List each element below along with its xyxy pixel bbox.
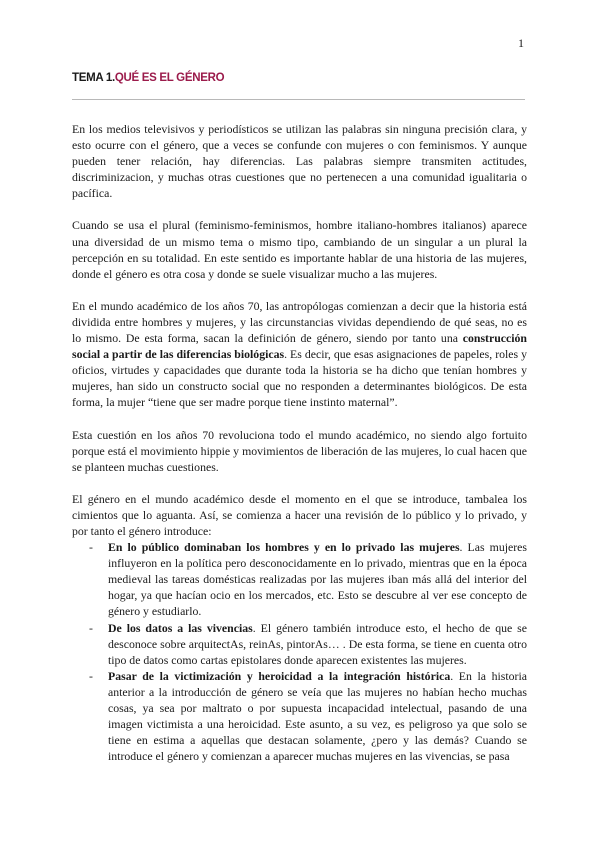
list-item-text: . El género también introduce esto, el hecho de que se desconoce sobre arquitectAs, reinAs, pintorAs… . De esta forma, se tiene en cuenta otro tipo de datos como cartas epistolares donde aparecen existentes las mujeres. xyxy=(108,620,528,667)
list-item-text: . En la historia anterior a la introducción de género se veía que las mujeres no habían hecho muchas cosas, ya sea por maltrato o por supuesta incapacidad intelectual, pasando de una imagen victimista a una heroicidad. Este asunto, a su vez, es peligroso ya que solo se tiene en estima a aquellas que destacan solamente, ¿pero y las demás? Cuando se introduce el género y comienzan a aparecer muchas mujeres en las vivencias, se pasa xyxy=(108,668,527,764)
list-item-heading: En lo público dominaban los hombres y en lo privado las mujeres xyxy=(108,540,460,555)
paragraph-2: Cuando se usa el plural (feminismo-feminismos, hombre italiano-hombres italianos) aparece una diversidad de un mismo tema o mismo tipo, cambiando de un singular a un plural la percepción en su totalidad. En este sentido es importante hablar de una historia de las mujeres, donde el género es otra cosa y donde se suele visualizar mucho a las mujeres. xyxy=(72,218,527,281)
paragraph-5: El género en el mundo académico desde el momento en el que se introduce, tambalea los cimientos que lo aguanta. Así, se comienza a hacer una revisión de lo público y lo privado, y por tanto el género introduce: xyxy=(72,491,527,538)
list-dash: - xyxy=(89,620,93,635)
paragraph-3-text-end: . Es decir, que esas asignaciones de papeles, roles y oficios, virtudes y capacidades que durante toda la historia se ha dicho que tenían hombres y mujeres, han sido un constructo social que no responden a determinantes biológicos. De esta forma, la mujer “tiene que ser madre porque tiene instinto maternal”. xyxy=(72,347,528,410)
chapter-title: QUÉ ES EL GÉNERO xyxy=(114,72,225,84)
title-divider xyxy=(72,99,525,100)
list-item xyxy=(72,620,527,668)
paragraph-3-text-start: En el mundo académico de los años 70, las antropólogas comienzan a decir que la historia está dividida entre hombres y mujeres, y las circunstancias vividas dependiendo de qué seas, no es lo mismo. De esta forma, sacan la definición de género, siendo por tanto una xyxy=(72,298,527,346)
list-item-text: . Las mujeres influyeron en la política pero desconocidamente en lo privado, mientras que en la época medieval las tareas domésticas realizadas por las mujeres iban más allá del interior del hogar, ya que hacían ocio en los mercados, etc. Esto se descubre al ver ese concepto de género y estudiarlo. xyxy=(108,540,527,619)
list-item-heading: De los datos a las vivencias xyxy=(108,620,253,635)
page-number: 1 xyxy=(518,36,524,50)
chapter-label: TEMA 1. xyxy=(72,72,115,84)
page-title xyxy=(72,72,224,84)
paragraph-3 xyxy=(72,298,527,411)
bullet-list xyxy=(72,539,527,764)
list-item-heading: Pasar de la victimización y heroicidad a la integración histórica xyxy=(108,668,451,683)
list-dash: - xyxy=(89,540,93,555)
paragraph-4: Esta cuestión en los años 70 revoluciona todo el mundo académico, no siendo algo fortuito porque está el movimiento hippie y movimientos de liberación de las mujeres, lo cual hacen que se planteen muchas cuestiones. xyxy=(72,427,527,474)
paragraph-3-emphasis: construcción social a partir de las diferencias biológicas xyxy=(72,331,527,362)
list-item xyxy=(72,668,527,765)
paragraph-1: En los medios televisivos y periodísticos se utilizan las palabras sin ninguna precisión clara, y esto ocurre con el género, que a veces se confunde con mujeres o con feminismos. Y aunque pueden tener relación, hay diferencias. Las palabras siempre transmiten actitudes, discriminizacion, y muchas otras cuestiones que no pertenecen a una comunidad igualitaria o pacífica. xyxy=(72,122,527,201)
list-item xyxy=(72,539,527,619)
list-dash: - xyxy=(89,668,93,683)
document-body xyxy=(72,121,527,764)
